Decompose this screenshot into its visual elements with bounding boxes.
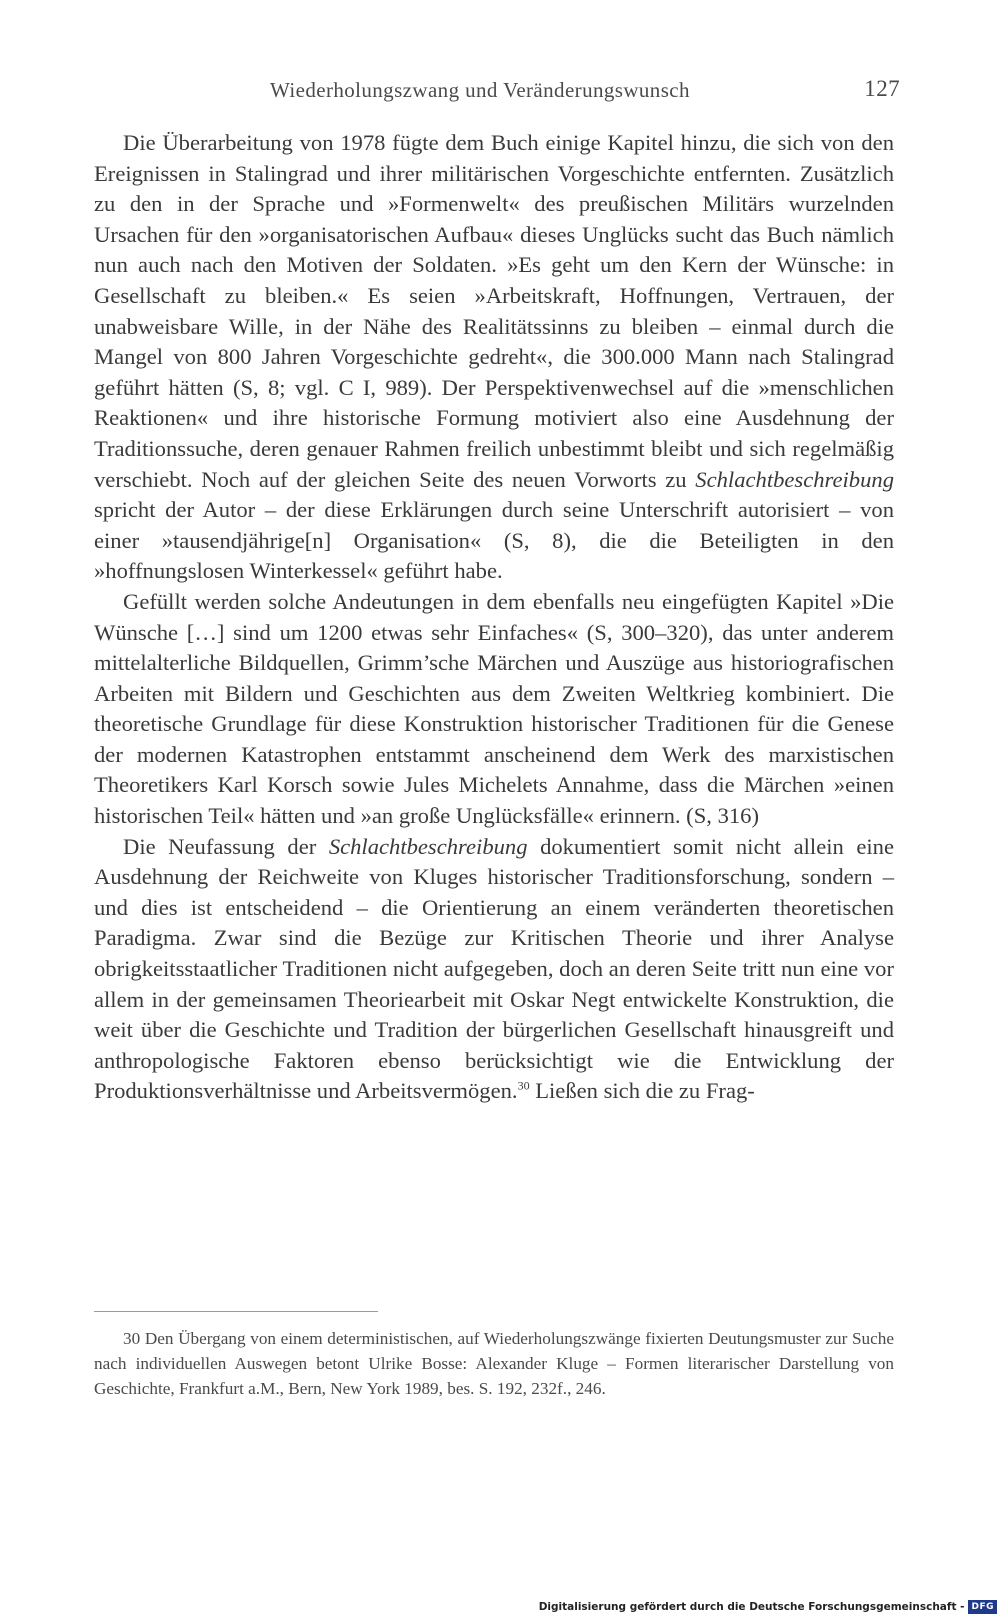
running-head: [94, 74, 900, 114]
book-title-italic: Schlachtbeschreibung: [328, 833, 528, 859]
footnote-reference[interactable]: 30: [517, 1078, 530, 1093]
running-head-title: Wiederholungszwang und Veränderungswunsch: [270, 78, 690, 102]
body-text: [94, 128, 894, 1107]
page-number: 127: [864, 76, 900, 101]
text-segment: Die Überarbeitung von 1978 fügte dem Buch einige Kapitel hinzu, die sich von den Ereignissen in Stalingrad und ihrer militärischen Vorgeschichte entfernten. Zusätzlich zu den in der Sprache und »Formenwelt« des preußischen Militärs wurzelnden Ursachen für den »organisatorischen Aufbau« dieses Unglücks sucht das Buch nämlich nun auch nach den Motiven der Soldaten. »Es geht um den Kern der Wünsche: in Gesellschaft zu bleiben.« Es seien »Arbeitskraft, Hoffnungen, Vertrauen, der unabweisbare Wille, in der Nähe des Realitätssinns zu bleiben – einmal durch die Mangel von 800 Jahren Vorgeschichte gedreht«, die 300.000 Mann nach Stalingrad geführt hätten (S, 8; vgl. C I, 989). Der Perspektivenwechsel auf die »menschlichen Reaktionen« und ihre historische Formung motiviert also eine Ausdehnung der Traditionssuche, deren genauer Rahmen freilich unbestimmt bleibt und sich regelmäßig verschiebt. Noch auf der gleichen Seite des neuen Vorworts zu: [94, 130, 894, 492]
book-title-italic: Schlachtbeschreibung: [695, 466, 894, 492]
digitization-banner: [533, 1596, 1000, 1618]
footnote-divider: [94, 1311, 378, 1312]
text-segment: dokumentiert somit nicht allein eine Ausdehnung der Reichweite von Kluges historischer Traditionsforschung, sondern – und dies ist entscheidend – die Orientierung an einem veränderten theoretischen Paradigma. Zwar sind die Bezüge zur Kritischen Theorie und ihrer Analyse obrigkeitsstaatlicher Traditionen nicht aufgegeben, doch an deren Seite tritt nun eine vor allem in der gemeinsamen Theoriearbeit mit Oskar Negt entwickelte Konstruktion, die weit über die Geschichte und Tradition der bürgerlichen Gesellschaft hinausgreift und anthropologische Faktoren ebenso berücksichtigt wie die Entwicklung der Produktionsverhältnisse und Arbeitsvermögen.: [94, 833, 894, 1104]
text-segment: Ließen sich die zu Frag-: [529, 1078, 755, 1104]
footnote: 30 Den Übergang von einem deterministischen, auf Wiederholungszwänge fixierten Deutungsmuster zur Suche nach individuellen Auswegen betont Ulrike Bosse: Alexander Kluge – Formen literarischer Darstellung von Geschichte, Frankfurt a.M., Bern, New York 1989, bes. S. 192, 232f., 246.: [94, 1329, 894, 1398]
paragraph: [94, 587, 894, 832]
dfg-logo-icon: DFG: [968, 1600, 997, 1614]
footnotes: [94, 1326, 894, 1401]
text-segment: Die Neufassung der: [123, 833, 329, 859]
banner-text: Digitalisierung gefördert durch die Deutsche Forschungsgemeinschaft -: [538, 1601, 965, 1613]
paragraph: [94, 832, 894, 1107]
text-segment: spricht der Autor – der diese Erklärungen durch seine Unterschrift autorisiert – von einer »tausendjährige[n] Organisation« (S, 8), die die Beteiligten in den »hoffnungslosen Winterkessel« geführt habe.: [94, 497, 894, 584]
paragraph: [94, 128, 894, 587]
text-segment: Gefüllt werden solche Andeutungen in dem ebenfalls neu eingefügten Kapitel »Die Wünsche […] sind um 1200 etwas sehr Einfaches« (S, 300–320), das unter anderem mittelalterliche Bildquellen, Grimm’sche Märchen und Auszüge aus historiografischen Arbeiten mit Bildern und Geschichten aus dem Zweiten Weltkrieg kombiniert. Die theoretische Grundlage für diese Konstruktion historischer Traditionen für die Genese der modernen Katastrophen entstammt anscheinend dem Werk des marxistischen Theoretikers Karl Korsch sowie Jules Michelets Annahme, dass die Märchen »einen historischen Teil« hätten und »an große Unglücksfälle« erinnern. (S, 316): [94, 588, 894, 829]
